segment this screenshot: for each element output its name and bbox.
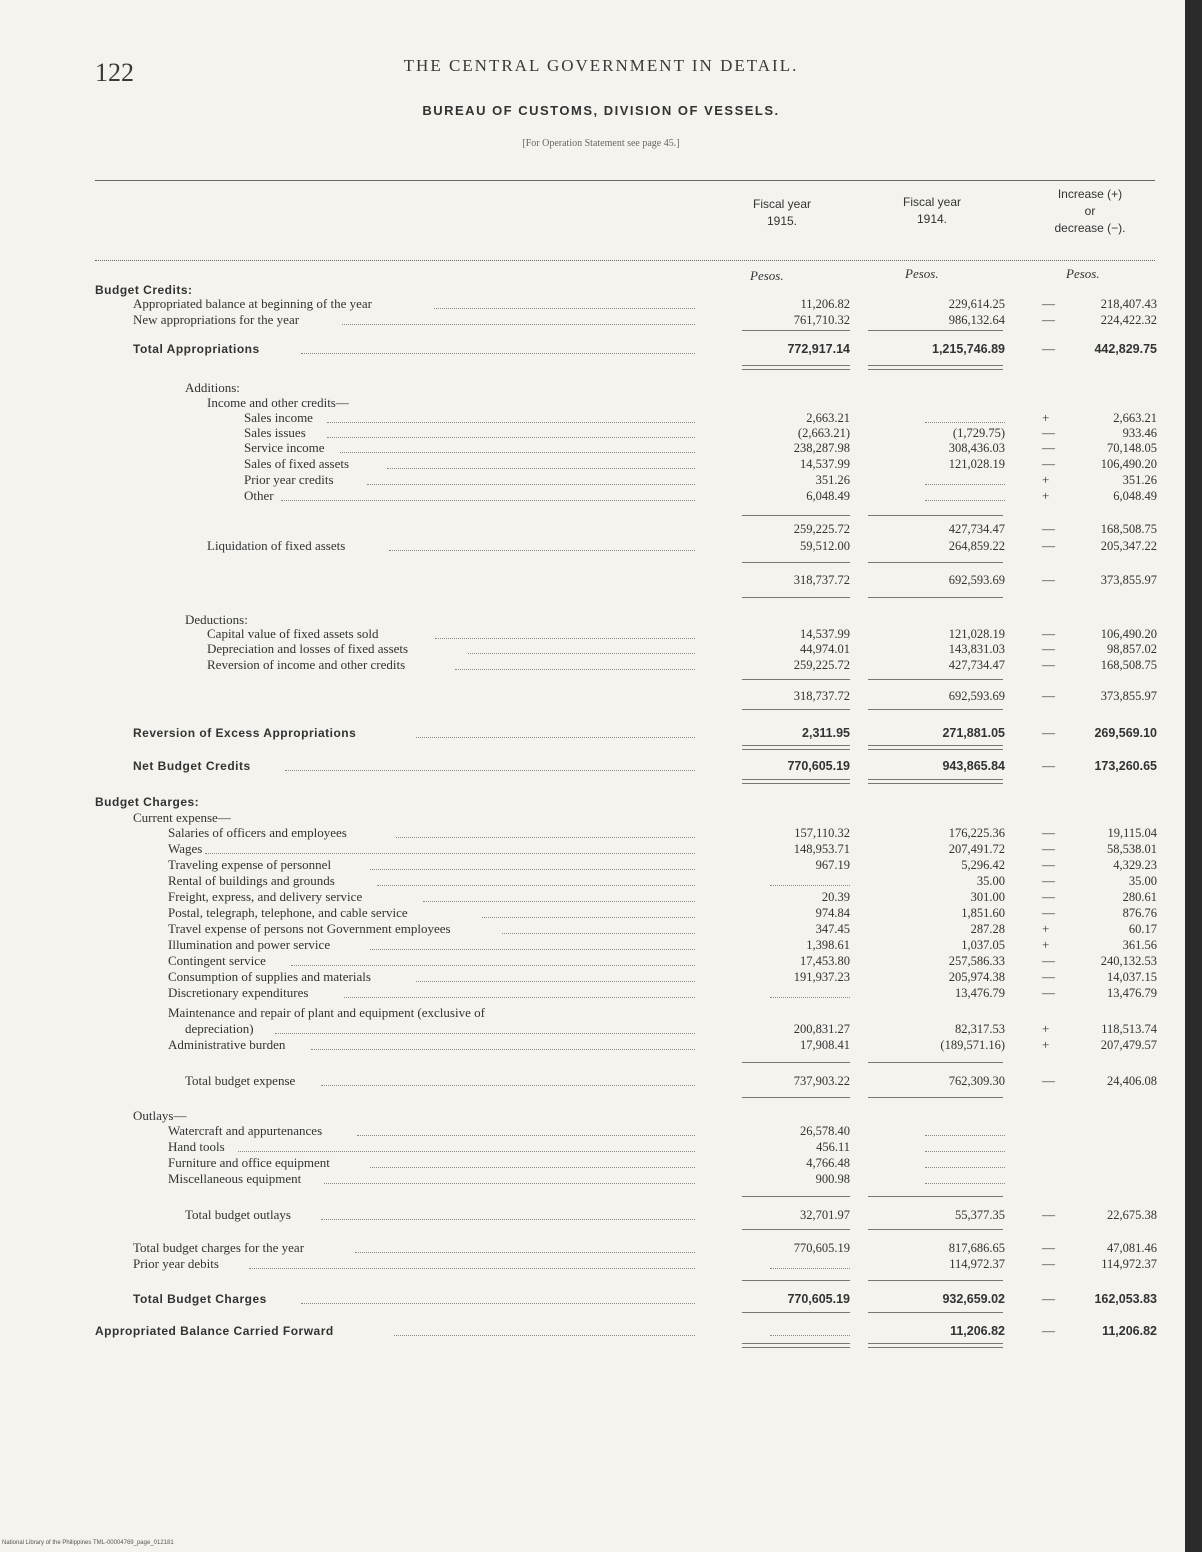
value-change: 162,053.83 (1094, 1292, 1157, 1306)
change-sign: — (1042, 758, 1055, 773)
row-label: Sales issues (244, 425, 306, 440)
value-1915: 737,903.22 (793, 1074, 850, 1088)
value-change: 4,329.23 (1113, 858, 1157, 872)
change-sign: + (1042, 921, 1050, 936)
unit-1914: Pesos. (905, 266, 939, 281)
sum-rule (868, 597, 1003, 598)
bureau-title: BUREAU OF CUSTOMS, DIVISION OF VESSELS. (422, 103, 780, 118)
leader-dots (423, 901, 695, 902)
value-1914: 692,593.69 (948, 689, 1005, 703)
value-change: 58,538.01 (1107, 842, 1157, 856)
value-change: 60.17 (1128, 922, 1157, 936)
change-sign: + (1042, 1037, 1050, 1052)
value-change: 280.61 (1122, 890, 1157, 904)
change-sign: — (1042, 857, 1055, 872)
blank-cell-dots (925, 1183, 1005, 1184)
value-1915: 1,398.61 (806, 938, 850, 952)
row-label: Postal, telegraph, telephone, and cable service (168, 905, 408, 920)
row-label: Sales income (244, 410, 313, 425)
leader-dots (249, 1268, 695, 1269)
row-label: Appropriated Balance Carried Forward (95, 1324, 334, 1338)
row-label: Capital value of fixed assets sold (207, 626, 379, 641)
change-sign: — (1042, 969, 1055, 984)
change-sign: — (1042, 953, 1055, 968)
value-change: 933.46 (1122, 426, 1157, 440)
running-title: THE CENTRAL GOVERNMENT IN DETAIL. (403, 56, 799, 75)
value-change: 47,081.46 (1107, 1241, 1157, 1255)
change-sign: — (1042, 456, 1055, 471)
change-sign: — (1042, 725, 1055, 740)
value-change: 2,663.21 (1113, 411, 1157, 425)
blank-cell-dots (925, 484, 1005, 485)
value-1915: 191,937.23 (793, 970, 850, 984)
value-change: 98,857.02 (1107, 642, 1157, 656)
blank-cell-dots (770, 885, 850, 886)
blank-cell-dots (925, 500, 1005, 501)
unit-change: Pesos. (1066, 266, 1100, 281)
value-1914: 1,215,746.89 (932, 342, 1005, 356)
value-1915: 456.11 (816, 1140, 850, 1154)
value-1914: 205,974.38 (948, 970, 1005, 984)
blank-cell-dots (925, 1167, 1005, 1168)
leader-dots (238, 1151, 695, 1152)
row-label: Total budget charges for the year (133, 1240, 305, 1255)
column-header-change: Increase (+) or decrease (−). (1054, 187, 1126, 235)
change-sign: — (1042, 641, 1055, 656)
sum-rule (742, 1062, 850, 1063)
leader-dots (324, 1183, 695, 1184)
change-sign: — (1042, 626, 1055, 641)
value-1915: 967.19 (815, 858, 850, 872)
leader-dots (416, 981, 695, 982)
value-1915: 259,225.72 (793, 658, 850, 672)
change-sign: — (1042, 572, 1055, 587)
leader-dots (301, 353, 695, 354)
row-label: Total budget expense (185, 1073, 296, 1088)
sum-rule (868, 1196, 1003, 1197)
change-sign: — (1042, 341, 1055, 356)
value-1915: 761,710.32 (793, 313, 850, 327)
value-1914: 121,028.19 (948, 627, 1005, 641)
value-change: 11,206.82 (1102, 1324, 1157, 1338)
leader-dots (311, 1049, 695, 1050)
double-rule (868, 365, 1003, 370)
double-rule (742, 745, 850, 750)
row-label: Other (244, 488, 274, 503)
value-1914: (189,571.16) (940, 1038, 1005, 1052)
value-change: 173,260.65 (1094, 759, 1157, 773)
sum-rule (742, 1196, 850, 1197)
change-sign: — (1042, 1323, 1055, 1338)
row-label: Income and other credits— (207, 395, 349, 410)
value-1914: 932,659.02 (942, 1292, 1005, 1306)
row-label: Contingent service (168, 953, 266, 968)
value-1914: 287.28 (970, 922, 1005, 936)
leader-dots (281, 500, 695, 501)
value-change: 218,407.43 (1100, 297, 1157, 311)
leader-dots (344, 997, 695, 998)
value-change: 168,508.75 (1100, 658, 1157, 672)
leader-dots (291, 965, 695, 966)
row-label: Service income (244, 440, 325, 455)
double-rule (742, 365, 850, 370)
sum-rule (868, 679, 1003, 680)
change-sign: — (1042, 312, 1055, 327)
value-1915: 200,831.27 (793, 1022, 850, 1036)
change-sign: + (1042, 410, 1050, 425)
leader-dots (370, 1167, 695, 1168)
change-sign: — (1042, 657, 1055, 672)
row-label: Reversion of Excess Appropriations (133, 726, 357, 740)
change-sign: + (1042, 937, 1050, 952)
value-change: 373,855.97 (1100, 689, 1157, 703)
row-label: Illumination and power service (168, 937, 331, 952)
value-1914: 308,436.03 (948, 441, 1005, 455)
change-sign: — (1042, 1291, 1055, 1306)
double-rule (742, 779, 850, 784)
leader-dots (416, 737, 695, 738)
top-rule (95, 180, 1155, 181)
blank-cell-dots (770, 997, 850, 998)
value-1915: 351.26 (815, 473, 850, 487)
blank-cell-dots (770, 1268, 850, 1269)
row-label: Miscellaneous equipment (168, 1171, 302, 1186)
value-1915: 14,537.99 (800, 457, 850, 471)
change-sign: — (1042, 985, 1055, 1000)
row-label: depreciation) (185, 1021, 254, 1036)
value-1914: 264,859.22 (948, 539, 1005, 553)
value-1915: (2,663.21) (797, 426, 850, 440)
row-label: Deductions: (185, 612, 248, 627)
value-1914: 11,206.82 (950, 1324, 1005, 1338)
value-1915: 32,701.97 (800, 1208, 850, 1222)
sum-rule (742, 709, 850, 710)
value-1915: 900.98 (815, 1172, 850, 1186)
value-1914: 427,734.47 (948, 658, 1005, 672)
leader-dots (482, 917, 695, 918)
value-1914: 301.00 (970, 890, 1005, 904)
row-label: New appropriations for the year (133, 312, 300, 327)
value-1915: 59,512.00 (800, 539, 850, 553)
sum-rule (868, 1229, 1003, 1230)
row-label: Furniture and office equipment (168, 1155, 330, 1170)
value-1914: 229,614.25 (948, 297, 1005, 311)
value-1915: 238,287.98 (793, 441, 850, 455)
sum-rule (742, 597, 850, 598)
value-1914: 1,851.60 (961, 906, 1005, 920)
value-1914: 943,865.84 (942, 759, 1005, 773)
leader-dots (357, 1135, 695, 1136)
blank-cell-dots (925, 1151, 1005, 1152)
value-1914: 1,037.05 (961, 938, 1005, 952)
value-change: 224,422.32 (1100, 313, 1157, 327)
leader-dots (396, 837, 695, 838)
value-change: 114,972.37 (1101, 1257, 1157, 1271)
unit-1915: Pesos. (750, 268, 784, 283)
row-label: Net Budget Credits (133, 759, 251, 773)
value-1914: 692,593.69 (948, 573, 1005, 587)
leader-dots (387, 468, 695, 469)
value-1915: 347.45 (815, 922, 850, 936)
row-label: Travel expense of persons not Government employees (168, 921, 451, 936)
value-1914: 143,831.03 (948, 642, 1005, 656)
value-change: 876.76 (1122, 906, 1157, 920)
leader-dots (321, 1085, 695, 1086)
change-sign: — (1042, 889, 1055, 904)
value-1914: 55,377.35 (955, 1208, 1005, 1222)
page-binding-edge (1185, 0, 1202, 1552)
row-label: Sales of fixed assets (244, 456, 350, 471)
row-label: Rental of buildings and grounds (168, 873, 335, 888)
sum-rule (868, 515, 1003, 516)
value-change: 70,148.05 (1107, 441, 1157, 455)
sum-rule (868, 1312, 1003, 1313)
change-sign: — (1042, 521, 1055, 536)
sum-rule (868, 709, 1003, 710)
leader-dots (327, 422, 695, 423)
sum-rule (868, 562, 1003, 563)
value-1914: 427,734.47 (948, 522, 1005, 536)
footer-credit: National Library of the Philippines TML-00004769_page_012181 (2, 1540, 174, 1546)
change-sign: — (1042, 440, 1055, 455)
value-1915: 2,663.21 (806, 411, 850, 425)
change-sign: — (1042, 873, 1055, 888)
row-label: Hand tools (168, 1139, 225, 1154)
sum-rule (868, 1097, 1003, 1098)
value-1915: 770,605.19 (787, 759, 850, 773)
value-1915: 318,737.72 (793, 689, 850, 703)
sum-rule (742, 679, 850, 680)
change-sign: + (1042, 472, 1050, 487)
row-label: Total Budget Charges (133, 1292, 267, 1306)
leader-dots (275, 1033, 695, 1034)
sum-rule (742, 1097, 850, 1098)
value-change: 22,675.38 (1107, 1208, 1157, 1222)
value-1915: 11,206.82 (800, 297, 850, 311)
value-change: 442,829.75 (1094, 342, 1157, 356)
value-change: 361.56 (1122, 938, 1157, 952)
leader-dots (434, 308, 695, 309)
value-change: 373,855.97 (1100, 573, 1157, 587)
value-change: 240,132.53 (1100, 954, 1157, 968)
blank-cell-dots (925, 422, 1005, 423)
row-label: Current expense— (133, 810, 231, 825)
double-rule (868, 745, 1003, 750)
row-label: Administrative burden (168, 1037, 286, 1052)
blank-cell-dots (770, 1335, 850, 1336)
value-1914: 13,476.79 (955, 986, 1005, 1000)
value-1914: (1,729.75) (952, 426, 1005, 440)
leader-dots (285, 770, 695, 771)
row-label: Freight, express, and delivery service (168, 889, 363, 904)
change-sign: — (1042, 1256, 1055, 1271)
sum-rule (742, 1312, 850, 1313)
row-label: Budget Charges: (95, 795, 200, 809)
change-sign: — (1042, 841, 1055, 856)
value-1915: 770,605.19 (787, 1292, 850, 1306)
leader-dots (455, 669, 695, 670)
value-change: 24,406.08 (1107, 1074, 1157, 1088)
value-change: 35.00 (1128, 874, 1157, 888)
value-change: 13,476.79 (1107, 986, 1157, 1000)
value-1915: 20.39 (821, 890, 850, 904)
leader-dots (340, 452, 695, 453)
value-1915: 26,578.40 (800, 1124, 850, 1138)
value-1915: 772,917.14 (787, 342, 850, 356)
leader-dots (377, 885, 695, 886)
sum-rule (868, 1062, 1003, 1063)
row-label: Outlays— (133, 1108, 187, 1123)
sum-rule (742, 515, 850, 516)
row-label: Prior year credits (244, 472, 334, 487)
operation-statement-note: [For Operation Statement see page 45.] (522, 138, 680, 149)
row-label: Total Appropriations (133, 342, 260, 356)
row-label: Liquidation of fixed assets (207, 538, 346, 553)
row-label: Total budget outlays (185, 1207, 291, 1222)
value-1915: 974.84 (815, 906, 850, 920)
sum-rule (868, 1280, 1003, 1281)
leader-dots (205, 853, 695, 854)
header-rule (95, 260, 1155, 261)
row-label: Additions: (185, 380, 240, 395)
leader-dots (370, 949, 695, 950)
change-sign: — (1042, 1207, 1055, 1222)
value-change: 19,115.04 (1107, 826, 1157, 840)
double-rule (742, 1343, 850, 1348)
value-1915: 157,110.32 (794, 826, 850, 840)
leader-dots (327, 437, 695, 438)
row-label: Traveling expense of personnel (168, 857, 332, 872)
row-label: Appropriated balance at beginning of the year (133, 296, 372, 311)
value-1915: 2,311.95 (802, 726, 850, 740)
value-change: 205,347.22 (1100, 539, 1157, 553)
leader-dots (321, 1219, 695, 1220)
value-1914: 176,225.36 (948, 826, 1005, 840)
value-1915: 318,737.72 (793, 573, 850, 587)
sum-rule (742, 562, 850, 563)
value-1914: 114,972.37 (949, 1257, 1005, 1271)
value-change: 14,037.15 (1107, 970, 1157, 984)
value-1915: 148,953.71 (793, 842, 850, 856)
value-1914: 257,586.33 (948, 954, 1005, 968)
leader-dots (389, 550, 695, 551)
value-1915: 259,225.72 (793, 522, 850, 536)
value-1915: 17,453.80 (800, 954, 850, 968)
value-1914: 82,317.53 (955, 1022, 1005, 1036)
row-label: Maintenance and repair of plant and equipment (exclusive of (168, 1005, 485, 1020)
row-label: Budget Credits: (95, 283, 193, 297)
value-1914: 986,132.64 (948, 313, 1005, 327)
row-label: Discretionary expenditures (168, 985, 309, 1000)
value-1914: 762,309.30 (948, 1074, 1005, 1088)
row-label: Reversion of income and other credits (207, 657, 406, 672)
value-1915: 17,908.41 (800, 1038, 850, 1052)
value-change: 168,508.75 (1100, 522, 1157, 536)
value-1914: 5,296.42 (961, 858, 1005, 872)
change-sign: — (1042, 1073, 1055, 1088)
row-label: Watercraft and appurtenances (168, 1123, 323, 1138)
value-change: 6,048.49 (1113, 489, 1157, 503)
row-label: Consumption of supplies and materials (168, 969, 371, 984)
value-1915: 6,048.49 (806, 489, 850, 503)
value-change: 207,479.57 (1100, 1038, 1157, 1052)
row-label: Prior year debits (133, 1256, 219, 1271)
double-rule (868, 1343, 1003, 1348)
column-header-1915: Fiscal year 1915. (752, 197, 811, 228)
value-change: 269,569.10 (1094, 726, 1157, 740)
change-sign: — (1042, 538, 1055, 553)
value-1915: 770,605.19 (793, 1241, 850, 1255)
change-sign: — (1042, 825, 1055, 840)
value-change: 106,490.20 (1100, 627, 1157, 641)
leader-dots (502, 933, 695, 934)
leader-dots (367, 484, 695, 485)
sum-rule (742, 1229, 850, 1230)
page-number: 122 (95, 58, 134, 87)
value-change: 106,490.20 (1100, 457, 1157, 471)
blank-cell-dots (925, 1135, 1005, 1136)
sum-rule (868, 330, 1003, 331)
change-sign: — (1042, 425, 1055, 440)
double-rule (868, 779, 1003, 784)
row-label: Depreciation and losses of fixed assets (207, 641, 409, 656)
value-1914: 271,881.05 (942, 726, 1005, 740)
value-1914: 207,491.72 (948, 842, 1005, 856)
leader-dots (301, 1303, 695, 1304)
change-sign: + (1042, 488, 1050, 503)
value-1914: 121,028.19 (948, 457, 1005, 471)
leader-dots (342, 324, 695, 325)
sum-rule (742, 1280, 850, 1281)
value-1915: 14,537.99 (800, 627, 850, 641)
leader-dots (394, 1335, 695, 1336)
leader-dots (435, 638, 695, 639)
value-1915: 4,766.48 (806, 1156, 850, 1170)
value-change: 351.26 (1122, 473, 1157, 487)
value-1914: 817,686.65 (948, 1241, 1005, 1255)
leader-dots (355, 1252, 695, 1253)
change-sign: — (1042, 296, 1055, 311)
change-sign: — (1042, 1240, 1055, 1255)
value-change: 118,513.74 (1101, 1022, 1157, 1036)
row-label: Wages (168, 841, 203, 856)
value-1914: 35.00 (976, 874, 1005, 888)
change-sign: + (1042, 1021, 1050, 1036)
column-header-1914: Fiscal year 1914. (902, 195, 961, 226)
value-1915: 44,974.01 (800, 642, 850, 656)
row-label: Salaries of officers and employees (168, 825, 347, 840)
leader-dots (468, 653, 695, 654)
change-sign: — (1042, 688, 1055, 703)
change-sign: — (1042, 905, 1055, 920)
leader-dots (370, 869, 695, 870)
sum-rule (742, 330, 850, 331)
